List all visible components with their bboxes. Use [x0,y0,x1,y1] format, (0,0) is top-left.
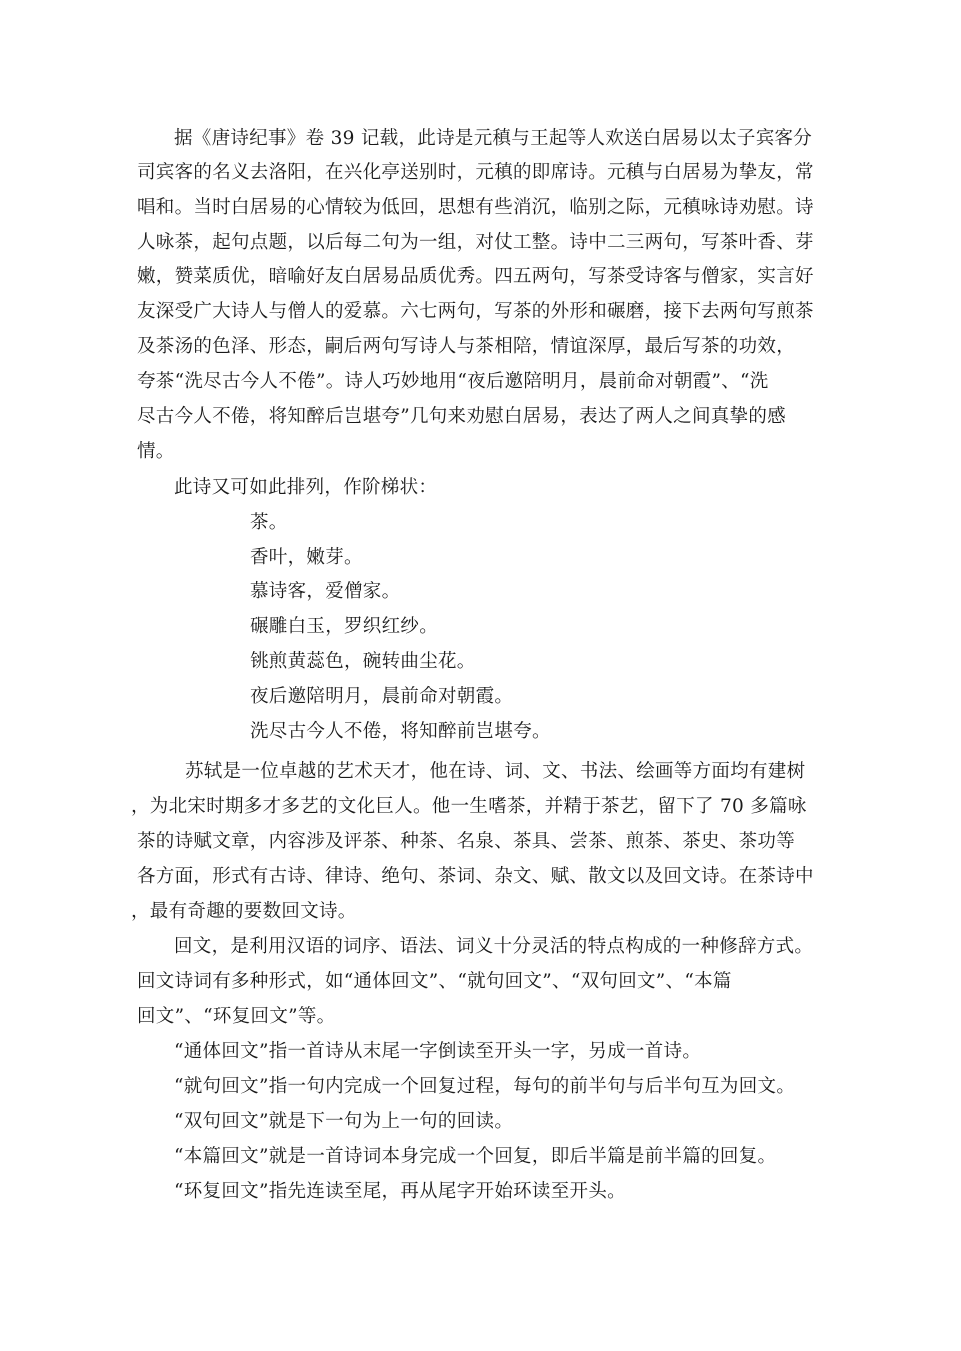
poem-line: 夜后邀陪明月，晨前命对朝霞。 [250,686,514,707]
text-line: 夸茶“洗尽古今人不倦”。诗人巧妙地用“夜后邀陪明月，晨前命对朝霞”、“洗 [137,371,769,392]
text-line: 各方面，形式有古诗、律诗、绝句、茶词、杂文、赋、散文以及回文诗。在茶诗中 [137,866,814,887]
text-line: 及茶汤的色泽、形态，嗣后两句写诗人与茶相陪，情谊深厚，最后写茶的功效， [137,336,796,357]
poem-line: 铫煎黄蕊色，碗转曲尘花。 [250,651,476,672]
definition-line: “就句回文”指一句内完成一个回复过程，每句的前半句与后半句互为回文。 [174,1076,796,1097]
text-line: 情。 [137,441,175,462]
poem-line: 碾雕白玉，罗织红纱。 [250,616,439,637]
text-line: 茶的诗赋文章，内容涉及评茶、种茶、名泉、茶具、尝茶、煎茶、茶史、茶功等 [137,831,796,852]
poem-line: 茶。 [250,512,288,533]
text-line: 唱和。当时白居易的心情较为低回，思想有些消沉，临别之际，元稹咏诗劝慰。诗 [137,197,814,218]
text-line: 回文”、“环复回文”等。 [137,1006,336,1027]
text-line: 司宾客的名义去洛阳，在兴化亭送别时，元稹的即席诗。元稹与白居易为挚友，常 [137,162,814,183]
definition-line: “双句回文”就是下一句为上一句的回读。 [174,1111,514,1132]
text-line: ，为北宋时期多才多艺的文化巨人。他一生嗜茶，并精于茶艺，留下了 70 多篇咏 [131,796,807,817]
poem-intro: 此诗又可如此排列，作阶梯状： [174,477,438,498]
definition-line: “本篇回文”就是一首诗词本身完成一个回复，即后半篇是前半篇的回复。 [174,1146,777,1167]
text-line: 友深受广大诗人与僧人的爱慕。六七两句，写茶的外形和碾磨，接下去两句写煎茶 [137,301,814,322]
definition-line: “通体回文”指一首诗从末尾一字倒读至开头一字，另成一首诗。 [174,1041,702,1062]
text-line: ，最有奇趣的要数回文诗。 [131,901,357,922]
text-line: 嫩，赞菜质优，暗喻好友白居易品质优秀。四五两句，写茶受诗客与僧家，实言好 [137,266,814,287]
text-line: 人咏茶，起句点题，以后每二句为一组，对仗工整。诗中二三两句，写茶叶香、芽 [137,232,814,253]
text-line: 尽古今人不倦，将知醉后岂堪夸”几句来劝慰白居易，表达了两人之间真挚的感 [137,406,786,427]
definition-line: “环复回文”指先连读至尾，再从尾字开始环读至开头。 [174,1181,626,1202]
poem-line: 洗尽古今人不倦，将知醉前岂堪夸。 [250,721,551,742]
text-line: 苏轼是一位卓越的艺术天才，他在诗、词、文、书法、绘画等方面均有建树 [185,761,806,782]
text-line: 据《唐诗纪事》卷 39 记载，此诗是元稹与王起等人欢送白居易以太子宾客分 [174,128,813,149]
poem-line: 香叶，嫩芽。 [250,547,363,568]
text-line: 回文诗词有多种形式，如“通体回文”、“就句回文”、“双句回文”、“本篇 [137,971,732,992]
text-line: 回文，是利用汉语的词序、语法、词义十分灵活的特点构成的一种修辞方式。 [174,936,814,957]
poem-line: 慕诗客，爱僧家。 [250,581,401,602]
